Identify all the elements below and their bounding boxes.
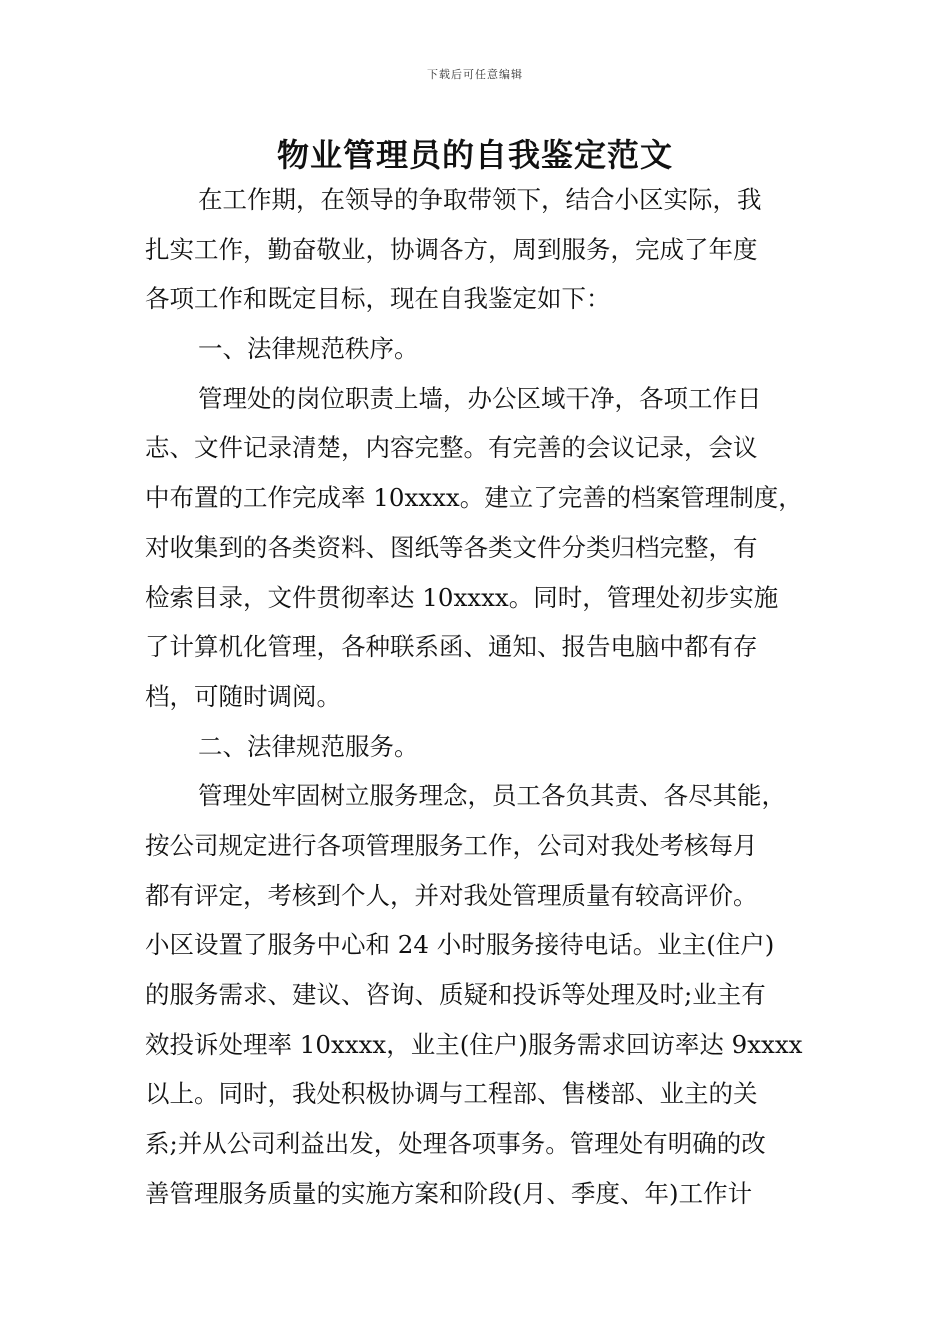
- paragraph-line: 各项工作和既定目标，现在自我鉴定如下：: [145, 284, 611, 314]
- paragraph-line: 中布置的工作完成率 10xxxx。建立了完善的档案管理制度，: [145, 483, 803, 513]
- paragraph-line: 都有评定，考核到个人，并对我处管理质量有较高评价。: [145, 880, 758, 910]
- paragraph-line: 以上。同时，我处积极协调与工程部、售楼部、业主的关: [145, 1079, 758, 1109]
- paragraph-line: 小区设置了服务中心和 24 小时服务接待电话。业主(住户): [145, 930, 775, 960]
- paragraph-line: 检索目录，文件贯彻率达 10xxxx。同时，管理处初步实施: [145, 582, 779, 612]
- document-body: [145, 175, 815, 1218]
- paragraph-line: 的服务需求、建议、咨询、质疑和投诉等处理及时;业主有: [145, 980, 766, 1009]
- paragraph-line: 扎实工作，勤奋敬业，协调各方，周到服务，完成了年度: [145, 234, 758, 264]
- paragraph-line: 按公司规定进行各项管理服务工作，公司对我处考核每月: [145, 830, 758, 860]
- header-note: 下载后可任意编辑: [427, 68, 523, 81]
- paragraph-line: 志、文件记录清楚，内容完整。有完善的会议记录，会议: [145, 433, 758, 463]
- paragraph-first-line: 管理处的岗位职责上墙，办公区域干净，各项工作日: [198, 383, 762, 413]
- paragraph-first-line: 一、法律规范秩序。: [198, 334, 419, 364]
- paragraph-line: 效投诉处理率 10xxxx，业主(住户)服务需求回访率达 9xxxx: [145, 1029, 803, 1059]
- paragraph-line: 对收集到的各类资料、图纸等各类文件分类归档完整，有: [145, 532, 758, 562]
- paragraph-first-line: 在工作期，在领导的争取带领下，结合小区实际，我: [198, 185, 762, 214]
- paragraph-line: 档，可随时调阅。: [145, 681, 341, 711]
- document-title: 物业管理员的自我鉴定范文: [276, 136, 673, 174]
- paragraph-line: 系;并从公司利益出发，处理各项事务。管理处有明确的改: [145, 1129, 766, 1159]
- paragraph-first-line: 二、法律规范服务。: [198, 731, 419, 761]
- paragraph-line: 善管理服务质量的实施方案和阶段(月、季度、年)工作计: [145, 1178, 753, 1208]
- paragraph-line: 了计算机化管理，各种联系函、通知、报告电脑中都有存: [145, 632, 758, 662]
- paragraph-first-line: 管理处牢固树立服务理念，员工各负其责、各尽其能，: [198, 781, 786, 811]
